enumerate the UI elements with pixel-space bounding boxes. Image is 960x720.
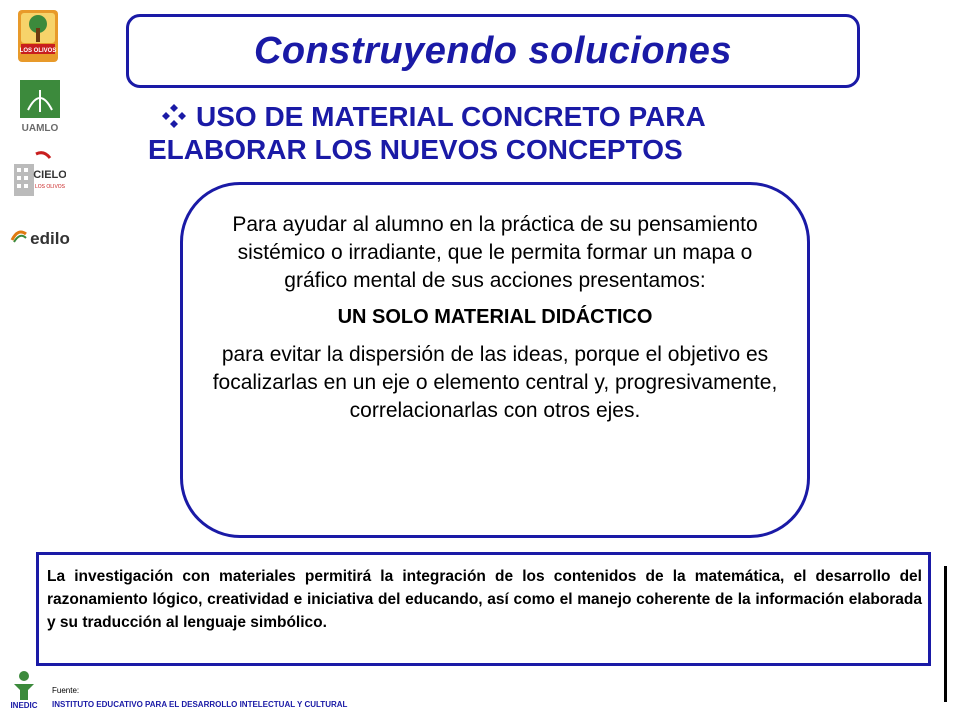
- los-olivos-logo-text: LOS OLIVOS: [19, 48, 57, 54]
- concept-paragraph-2: para evitar la dispersión de las ideas, porque el objetivo es focalizarlas en un eje o elemento central y, progresivamente, correlacionarlas con otros ejes.: [212, 343, 778, 422]
- research-summary-text: La investigación con materiales permitirá la integración de los contenidos de la matemática, el desarrollo del razonamiento lógico, creatividad e iniciativa del educando, así como el manejo coherente de la información elaborada y su traducción al lenguaje simbólico.: [47, 568, 922, 631]
- source-label: Fuente:: [52, 686, 80, 695]
- inedic-logo-text: INEDIC: [10, 701, 38, 710]
- subheading-line-2: ELABORAR LOS NUEVOS CONCEPTOS: [148, 134, 683, 165]
- concept-box: [180, 182, 810, 538]
- inedic-logo: [6, 668, 42, 710]
- source-text: INSTITUTO EDUCATIVO PARA EL DESARROLLO INTELECTUAL Y CULTURAL: [52, 700, 348, 709]
- diamond-bullet-icon: [162, 102, 186, 126]
- research-summary-box: [36, 552, 931, 666]
- uamlo-logo: [18, 80, 62, 134]
- edilo-logo-text: edilo: [30, 229, 70, 248]
- edilo-logo: [10, 222, 74, 250]
- concept-paragraph-1: Para ayudar al alumno en la práctica de su pensamiento sistémico o irradiante, que le permita formar un mapa o gráfico mental de sus acciones presentamos:: [232, 213, 758, 292]
- los-olivos-logo: [18, 10, 58, 62]
- title-box: [126, 14, 860, 88]
- subheading-line-1: USO DE MATERIAL CONCRETO PARA: [196, 101, 706, 132]
- cielo-logo-text: CIELO: [33, 169, 66, 181]
- subheading: [148, 100, 868, 166]
- concept-emphasis: UN SOLO MATERIAL DIDÁCTICO: [337, 306, 653, 328]
- cielo-logo-subtext: LOS OLIVOS: [34, 184, 66, 190]
- page-title: Construyendo soluciones: [253, 29, 733, 72]
- uamlo-logo-text: UAMLO: [21, 123, 59, 134]
- right-divider: [944, 566, 947, 702]
- cielo-logo: [10, 150, 66, 200]
